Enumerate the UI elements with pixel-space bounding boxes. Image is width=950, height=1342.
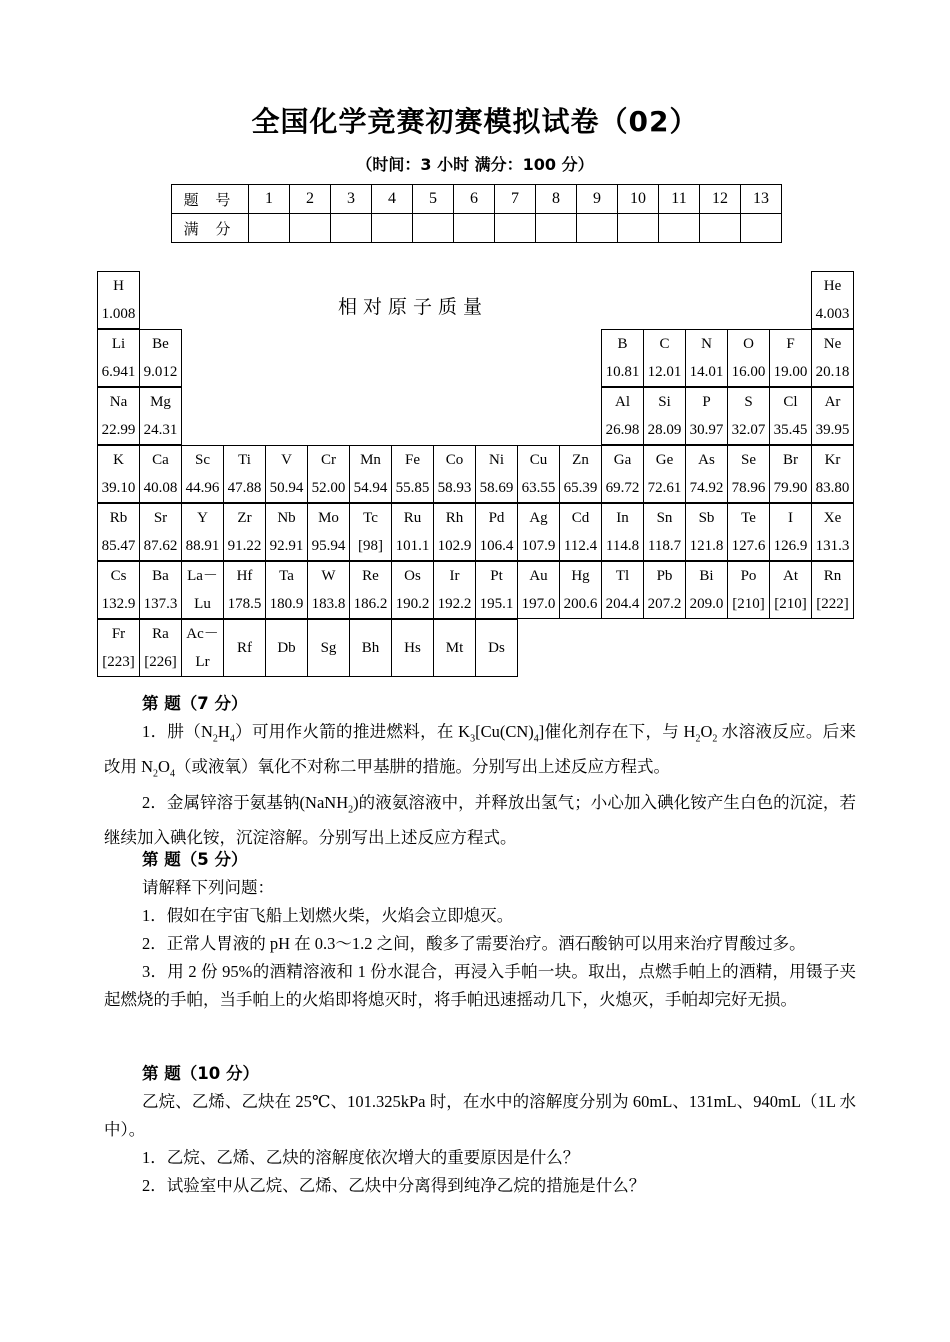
element-mass: 107.9 xyxy=(521,538,556,554)
element-symbol: Xe xyxy=(823,510,842,526)
element-symbol: Hg xyxy=(571,568,590,584)
element-mass: 101.1 xyxy=(395,538,430,554)
element-cell xyxy=(811,329,854,387)
element-symbol: Mg xyxy=(150,394,171,410)
element-cell xyxy=(475,561,518,619)
element-symbol: Os xyxy=(404,568,421,584)
element-cell xyxy=(223,619,266,677)
element-symbol: Na xyxy=(109,394,128,410)
element-cell xyxy=(349,619,392,677)
element-symbol: Pd xyxy=(488,510,505,526)
element-cell xyxy=(97,271,140,329)
element-cell xyxy=(139,619,182,677)
element-cell xyxy=(97,561,140,619)
element-cell xyxy=(643,445,686,503)
element-mass: 137.3 xyxy=(143,596,178,612)
question-1-part-1: 1．肼$(N_2H_4)$可用作火箭的推进燃料，在 $K_3[Cu(CN)_4]$催化剂存在下，与 $H_2O_2$ 水溶液反应。后来改用 $N_2O_4$（或液氧）氧化不对称二甲基肼的措施。分别写出上述反应方程式。 xyxy=(104,722,856,780)
element-cell xyxy=(181,619,224,677)
element-cell xyxy=(307,503,350,561)
score-header-number: 题 号 xyxy=(172,185,249,214)
element-cell xyxy=(601,561,644,619)
score-number: 7 xyxy=(495,185,536,214)
element-cell xyxy=(727,445,770,503)
element-mass: 74.92 xyxy=(689,480,724,496)
element-mass: 9.012 xyxy=(143,364,178,380)
element-symbol: Sg xyxy=(320,640,337,656)
element-mass: 14.01 xyxy=(689,364,724,380)
element-cell xyxy=(643,387,686,445)
element-mass: 192.2 xyxy=(437,596,472,612)
element-symbol: Br xyxy=(783,452,798,468)
element-cell xyxy=(97,503,140,561)
element-cell xyxy=(685,387,728,445)
element-cell xyxy=(349,561,392,619)
element-cell xyxy=(811,387,854,445)
element-cell xyxy=(391,503,434,561)
element-mass: 95.94 xyxy=(311,538,346,554)
element-cell xyxy=(433,619,476,677)
element-mass: 10.81 xyxy=(605,364,640,380)
element-mass: 88.91 xyxy=(185,538,220,554)
element-mass: 1.008 xyxy=(101,306,136,322)
score-cell[interactable] xyxy=(618,214,659,243)
element-symbol: Mn xyxy=(360,452,381,468)
element-symbol: Ti xyxy=(238,452,251,468)
element-symbol: Ne xyxy=(823,336,842,352)
periodic-table-heading: 相对原子质量 xyxy=(338,296,489,318)
element-cell xyxy=(265,619,308,677)
question-3-part-1: 1．乙烷、乙烯、乙炔的溶解度依次增大的重要原因是什么？ xyxy=(142,1148,580,1167)
element-mass: 58.93 xyxy=(437,480,472,496)
element-mass: 126.9 xyxy=(773,538,808,554)
element-symbol: Pb xyxy=(656,568,673,584)
question-2-part-3: 3．用 2 份 95%的酒精溶液和 1 份水混合，再浸入手帕一块。取出，点燃手帕上的酒精，用镊子夹起燃烧的手帕，当手帕上的火焰即将熄灭时，将手帕迅速摇动几下，火熄灭，手帕却完好无损。 xyxy=(104,962,856,1009)
element-mass: [222] xyxy=(816,596,849,612)
element-mass: 195.1 xyxy=(479,596,514,612)
question-2-heading: 第 题（5 分） xyxy=(142,850,248,869)
element-mass: [223] xyxy=(102,654,135,670)
element-mass: 180.9 xyxy=(269,596,304,612)
element-cell xyxy=(811,561,854,619)
element-symbol: Tl xyxy=(615,568,630,584)
element-symbol: Zn xyxy=(572,452,589,468)
element-symbol: V xyxy=(281,452,292,468)
element-cell xyxy=(769,329,812,387)
element-cell xyxy=(391,445,434,503)
element-mass: 91.22 xyxy=(227,538,262,554)
element-symbol: Cl xyxy=(783,394,798,410)
element-mass: 131.3 xyxy=(815,538,850,554)
element-symbol: Al xyxy=(615,394,630,410)
element-symbol: Rb xyxy=(109,510,128,526)
element-symbol: Zr xyxy=(237,510,252,526)
score-cell[interactable] xyxy=(413,214,454,243)
element-cell xyxy=(643,561,686,619)
element-cell xyxy=(97,387,140,445)
element-cell xyxy=(727,561,770,619)
element-mass: 79.90 xyxy=(773,480,808,496)
element-cell xyxy=(769,387,812,445)
element-cell xyxy=(223,561,266,619)
element-symbol: Ni xyxy=(489,452,504,468)
question-1 xyxy=(104,690,856,852)
element-symbol: Ca xyxy=(152,452,169,468)
score-cell[interactable] xyxy=(659,214,700,243)
element-mass: 106.4 xyxy=(479,538,514,554)
element-mass: 22.99 xyxy=(101,422,136,438)
element-symbol: Hs xyxy=(404,640,421,656)
element-symbol: Li xyxy=(111,336,126,352)
element-mass: 83.80 xyxy=(815,480,850,496)
score-number: 8 xyxy=(536,185,577,214)
element-mass: 39.10 xyxy=(101,480,136,496)
element-symbol: Cd xyxy=(571,510,590,526)
score-cell[interactable] xyxy=(249,214,290,243)
score-row-points xyxy=(172,214,782,243)
element-symbol: W xyxy=(321,568,336,584)
element-symbol: Cu xyxy=(529,452,548,468)
element-cell xyxy=(181,561,224,619)
element-mass: 190.2 xyxy=(395,596,430,612)
element-symbol: Se xyxy=(741,452,756,468)
element-mass: 63.55 xyxy=(521,480,556,496)
element-mass: Lu xyxy=(194,596,211,612)
question-1-heading: 第 题（7 分） xyxy=(142,694,248,713)
score-cell[interactable] xyxy=(372,214,413,243)
score-number: 1 xyxy=(249,185,290,214)
score-cell[interactable] xyxy=(536,214,577,243)
element-cell xyxy=(685,329,728,387)
element-mass: 132.9 xyxy=(101,596,136,612)
element-cell xyxy=(811,503,854,561)
score-number: 11 xyxy=(659,185,700,214)
element-symbol: Ac－ xyxy=(186,626,219,642)
element-symbol: Sn xyxy=(656,510,673,526)
element-mass: [210] xyxy=(732,596,765,612)
element-symbol: Ba xyxy=(152,568,169,584)
element-mass: 204.4 xyxy=(605,596,640,612)
element-cell xyxy=(139,387,182,445)
element-symbol: Sb xyxy=(698,510,715,526)
element-symbol: Be xyxy=(152,336,169,352)
element-cell xyxy=(475,503,518,561)
score-number: 12 xyxy=(700,185,741,214)
element-cell xyxy=(433,503,476,561)
element-symbol: Re xyxy=(362,568,379,584)
element-mass: 114.8 xyxy=(605,538,640,554)
element-symbol: He xyxy=(823,278,842,294)
element-cell xyxy=(769,445,812,503)
element-cell xyxy=(727,503,770,561)
element-symbol: Ga xyxy=(613,452,632,468)
element-symbol: C xyxy=(659,336,670,352)
element-mass: [98] xyxy=(358,538,383,554)
element-mass: 102.9 xyxy=(437,538,472,554)
element-mass: 26.98 xyxy=(605,422,640,438)
element-symbol: Ar xyxy=(824,394,841,410)
question-3-part-2: 2．试验室中从乙烷、乙烯、乙炔中分离得到纯净乙烷的措施是什么？ xyxy=(142,1176,646,1195)
score-cell[interactable] xyxy=(700,214,741,243)
element-mass: 186.2 xyxy=(353,596,388,612)
element-cell xyxy=(601,329,644,387)
element-symbol: Te xyxy=(741,510,756,526)
element-cell xyxy=(181,445,224,503)
element-mass: 54.94 xyxy=(353,480,388,496)
element-mass: 40.08 xyxy=(143,480,178,496)
score-row-number xyxy=(172,185,782,214)
element-symbol: Mo xyxy=(318,510,339,526)
question-2-part-1: 1．假如在宇宙飞船上划燃火柴，火焰会立即熄灭。 xyxy=(142,906,514,925)
element-mass: 127.6 xyxy=(731,538,766,554)
score-number: 2 xyxy=(290,185,331,214)
score-number: 4 xyxy=(372,185,413,214)
element-mass: 69.72 xyxy=(605,480,640,496)
element-cell xyxy=(265,503,308,561)
element-cell xyxy=(265,561,308,619)
element-cell xyxy=(307,619,350,677)
periodic-table xyxy=(97,271,861,677)
question-3-intro: 乙烷、乙烯、乙炔在 25℃、101.325kPa 时，在水中的溶解度分别为 60mL、131mL、940mL（1L 水中）。 xyxy=(104,1092,856,1139)
element-mass: 87.62 xyxy=(143,538,178,554)
element-symbol: Cs xyxy=(110,568,127,584)
element-symbol: P xyxy=(702,394,711,410)
element-symbol: Bi xyxy=(699,568,714,584)
score-header-points: 满 分 xyxy=(172,214,249,243)
element-symbol: At xyxy=(783,568,798,584)
element-mass: 32.07 xyxy=(731,422,766,438)
element-cell xyxy=(517,445,560,503)
element-symbol: Ge xyxy=(655,452,674,468)
score-cell[interactable] xyxy=(495,214,536,243)
element-symbol: La－ xyxy=(187,568,218,584)
element-cell xyxy=(685,561,728,619)
element-mass: 85.47 xyxy=(101,538,136,554)
score-cell[interactable] xyxy=(741,214,782,243)
element-symbol: Nb xyxy=(277,510,296,526)
element-cell xyxy=(475,619,518,677)
element-cell xyxy=(391,619,434,677)
element-mass: 20.18 xyxy=(815,364,850,380)
element-mass: 16.00 xyxy=(731,364,766,380)
element-symbol: Ds xyxy=(488,640,505,656)
element-symbol: Tc xyxy=(363,510,378,526)
score-cell[interactable] xyxy=(577,214,618,243)
element-cell xyxy=(433,561,476,619)
question-3 xyxy=(104,1060,856,1200)
page-title: 全国化学竞赛初赛模拟试卷（02） xyxy=(251,105,699,138)
element-cell xyxy=(349,445,392,503)
element-mass: 183.8 xyxy=(311,596,346,612)
score-cell[interactable] xyxy=(454,214,495,243)
element-mass: 24.31 xyxy=(143,422,178,438)
element-cell xyxy=(601,445,644,503)
element-cell xyxy=(685,445,728,503)
element-symbol: Y xyxy=(197,510,208,526)
element-cell xyxy=(517,561,560,619)
element-symbol: Si xyxy=(658,394,671,410)
element-mass: 6.941 xyxy=(101,364,136,380)
element-symbol: Fr xyxy=(111,626,126,642)
question-2-intro: 请解释下列问题： xyxy=(142,878,274,897)
element-symbol: Fe xyxy=(405,452,420,468)
score-cell[interactable] xyxy=(331,214,372,243)
element-cell xyxy=(643,329,686,387)
element-symbol: I xyxy=(788,510,793,526)
element-mass: 207.2 xyxy=(647,596,682,612)
element-cell xyxy=(601,387,644,445)
element-symbol: K xyxy=(113,452,124,468)
element-mass: 35.45 xyxy=(773,422,808,438)
element-mass: 47.88 xyxy=(227,480,262,496)
element-symbol: Cr xyxy=(321,452,336,468)
question-2-part-2: 2．正常人胃液的 pH 在 0.3～1.2 之间，酸多了需要治疗。酒石酸钠可以用来治疗胃酸过多。 xyxy=(142,934,806,953)
score-number: 6 xyxy=(454,185,495,214)
element-cell xyxy=(769,503,812,561)
element-symbol: Rf xyxy=(237,640,252,656)
element-symbol: Ta xyxy=(279,568,294,584)
element-cell xyxy=(223,503,266,561)
element-mass: 197.0 xyxy=(521,596,556,612)
score-table xyxy=(171,184,782,243)
element-mass: 55.85 xyxy=(395,480,430,496)
element-symbol: Ir xyxy=(449,568,460,584)
element-symbol: Ru xyxy=(403,510,422,526)
element-mass: 50.94 xyxy=(269,480,304,496)
score-number: 5 xyxy=(413,185,454,214)
element-cell xyxy=(265,445,308,503)
element-symbol: Sc xyxy=(195,452,210,468)
element-cell xyxy=(727,387,770,445)
element-symbol: Po xyxy=(740,568,757,584)
element-cell xyxy=(685,503,728,561)
element-mass: 200.6 xyxy=(563,596,598,612)
element-mass: 112.4 xyxy=(563,538,598,554)
element-symbol: Mt xyxy=(445,640,464,656)
element-mass: 4.003 xyxy=(815,306,850,322)
element-symbol: Ra xyxy=(152,626,169,642)
element-symbol: S xyxy=(744,394,753,410)
element-cell xyxy=(559,503,602,561)
element-cell xyxy=(391,561,434,619)
element-mass: 78.96 xyxy=(731,480,766,496)
element-cell xyxy=(139,503,182,561)
element-symbol: Hf xyxy=(236,568,253,584)
element-mass: 30.97 xyxy=(689,422,724,438)
element-symbol: As xyxy=(698,452,715,468)
element-symbol: Pt xyxy=(490,568,503,584)
element-cell xyxy=(139,445,182,503)
element-symbol: F xyxy=(786,336,795,352)
question-3-heading: 第 题（10 分） xyxy=(142,1064,259,1083)
page-subtitle: （时间：3 小时 满分：100 分） xyxy=(356,155,594,174)
question-1-part-2: 2．金属锌溶于氨基钠(NaNH$_2$)的液氨溶液中，并释放出氢气；小心加入碘化铵产生白色的沉淀，若继续加入碘化铵，沉淀溶解。分别写出上述反应方程式。 xyxy=(104,792,856,847)
element-mass: 92.91 xyxy=(269,538,304,554)
element-mass: [210] xyxy=(774,596,807,612)
element-cell xyxy=(307,561,350,619)
element-cell xyxy=(433,445,476,503)
element-symbol: Bh xyxy=(361,640,380,656)
score-number: 9 xyxy=(577,185,618,214)
element-symbol: Db xyxy=(277,640,296,656)
element-mass: 178.5 xyxy=(227,596,262,612)
element-cell xyxy=(97,619,140,677)
element-mass: 58.69 xyxy=(479,480,514,496)
element-cell xyxy=(97,329,140,387)
element-symbol: Kr xyxy=(824,452,841,468)
element-cell xyxy=(139,561,182,619)
score-number: 3 xyxy=(331,185,372,214)
element-symbol: Ag xyxy=(529,510,548,526)
element-cell xyxy=(643,503,686,561)
element-cell xyxy=(139,329,182,387)
score-number: 10 xyxy=(618,185,659,214)
element-cell xyxy=(601,503,644,561)
element-symbol: Co xyxy=(445,452,464,468)
element-symbol: Au xyxy=(529,568,548,584)
element-symbol: N xyxy=(701,336,712,352)
element-mass: 118.7 xyxy=(647,538,682,554)
element-cell xyxy=(97,445,140,503)
element-mass: 65.39 xyxy=(563,480,598,496)
element-cell xyxy=(811,445,854,503)
element-mass: 209.0 xyxy=(689,596,724,612)
element-cell xyxy=(517,503,560,561)
element-mass: 28.09 xyxy=(647,422,682,438)
element-cell xyxy=(811,271,854,329)
element-cell xyxy=(307,445,350,503)
element-cell xyxy=(349,503,392,561)
element-mass: 12.01 xyxy=(647,364,682,380)
score-number: 13 xyxy=(741,185,782,214)
element-mass: Lr xyxy=(195,654,210,670)
element-cell xyxy=(475,445,518,503)
element-symbol: Sr xyxy=(153,510,168,526)
score-cell[interactable] xyxy=(290,214,331,243)
element-mass: 44.96 xyxy=(185,480,220,496)
element-symbol: O xyxy=(743,336,754,352)
element-symbol: In xyxy=(616,510,629,526)
element-cell xyxy=(559,445,602,503)
element-cell xyxy=(223,445,266,503)
element-mass: 121.8 xyxy=(689,538,724,554)
element-mass: 19.00 xyxy=(773,364,808,380)
element-cell xyxy=(559,561,602,619)
element-mass: 39.95 xyxy=(815,422,850,438)
element-cell xyxy=(181,503,224,561)
element-symbol: H xyxy=(113,278,124,294)
element-symbol: Rn xyxy=(823,568,842,584)
element-cell xyxy=(727,329,770,387)
element-mass: [226] xyxy=(144,654,177,670)
element-symbol: B xyxy=(617,336,628,352)
element-mass: 52.00 xyxy=(311,480,346,496)
element-cell xyxy=(769,561,812,619)
element-symbol: Rh xyxy=(445,510,464,526)
question-2 xyxy=(104,846,856,1014)
element-mass: 72.61 xyxy=(647,480,682,496)
